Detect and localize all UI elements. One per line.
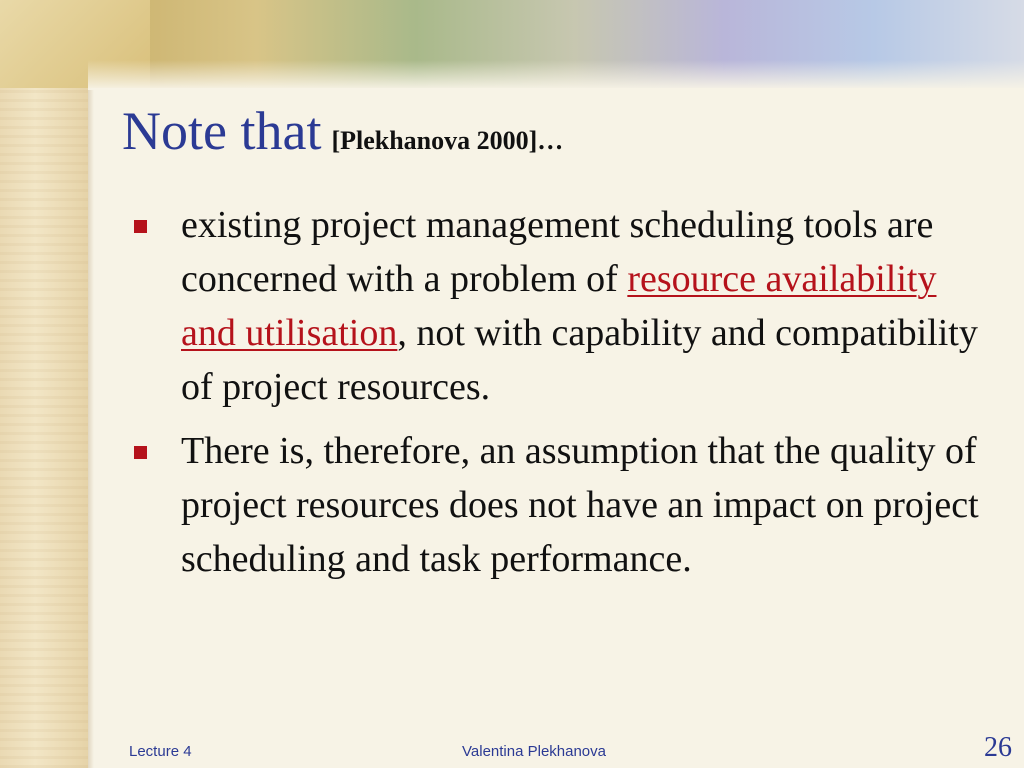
bullet-list — [131, 198, 991, 596]
bullet-text-continued: , not with capability and compatibility of project resources. — [181, 312, 978, 408]
footer-author: Valentina Plekhanova — [462, 743, 606, 760]
bullet-text: There is, therefore, an assumption that the quality of project resources does not have an impact on project scheduling and task performance. — [181, 430, 979, 580]
bullet-text: existing project management scheduling tools are concerned with a problem of — [181, 204, 934, 300]
title-reference: [Plekhanova 2000]… — [331, 126, 564, 155]
highlighted-phrase: resource availability and utilisation — [181, 258, 937, 354]
square-bullet-icon — [134, 220, 147, 233]
parchment-strip-decoration — [0, 0, 88, 768]
title-text: Note that — [122, 101, 322, 161]
banner-fade-decoration — [88, 60, 1024, 90]
page-number: 26 — [984, 732, 1012, 763]
bullet-item — [131, 424, 991, 586]
footer-lecture: Lecture 4 — [129, 743, 192, 760]
strip-shadow-decoration — [88, 0, 94, 768]
slide-title — [122, 100, 563, 162]
square-bullet-icon — [134, 446, 147, 459]
bullet-item — [131, 198, 991, 414]
